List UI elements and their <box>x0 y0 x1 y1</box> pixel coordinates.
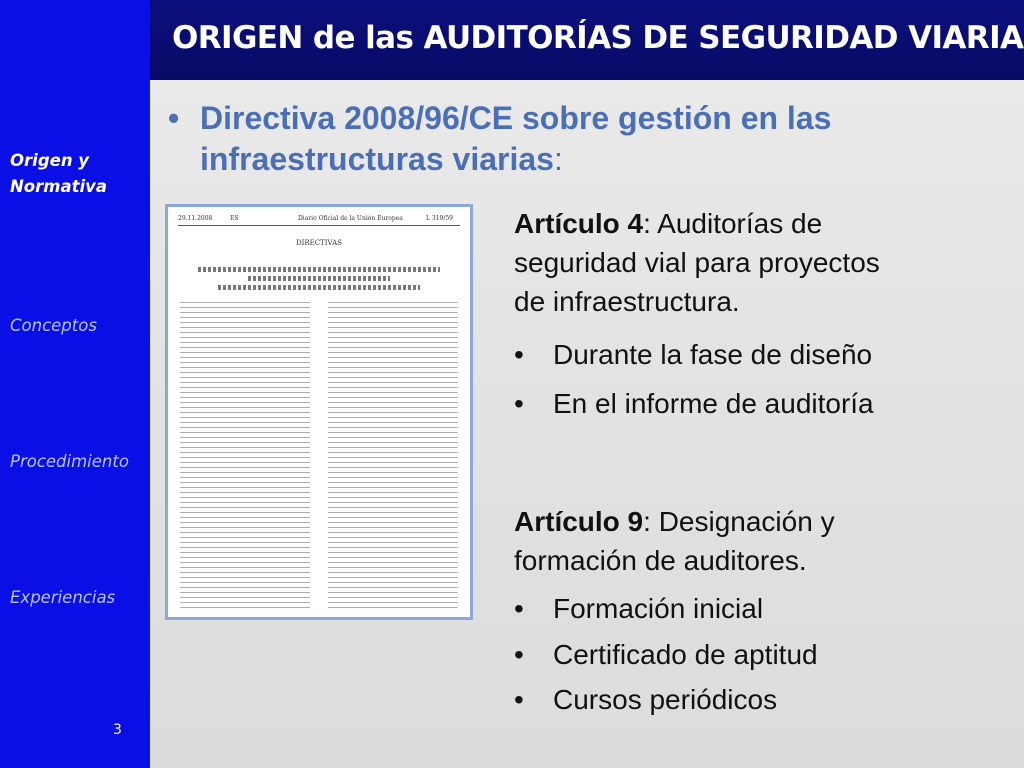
list-item-text: Formación inicial <box>553 593 764 624</box>
bullet-icon: • <box>514 684 524 715</box>
document-lang: ES <box>230 215 239 222</box>
document-column-right <box>328 302 458 612</box>
article-9-text <box>514 502 984 580</box>
article-4-line: de infraestructura. <box>514 286 740 317</box>
article-9-line: formación de auditores. <box>514 545 807 576</box>
article-4-text <box>514 204 984 321</box>
sidebar-item-label: Origen y <box>10 151 90 170</box>
bullet-icon: • <box>514 593 524 624</box>
bullet-icon: • <box>514 339 524 370</box>
list-item-text: En el informe de auditoría <box>553 388 874 419</box>
article-4-text-part: : Auditorías de <box>643 208 823 239</box>
sidebar-item-procedimiento[interactable]: Procedimiento <box>10 452 129 471</box>
document-column-left <box>180 302 310 612</box>
heading-colon: : <box>553 141 563 177</box>
slide-title: ORIGEN de las AUDITORÍAS DE SEGURIDAD VIARIA <box>172 20 1024 56</box>
list-item-text: Cursos periódicos <box>553 684 778 715</box>
document-title-block <box>188 265 450 294</box>
article-4-label: Artículo 4 <box>514 208 644 239</box>
bullet-icon: • <box>168 100 180 136</box>
sidebar-item-label: Normativa <box>10 177 108 196</box>
document-header <box>178 215 460 226</box>
article-4-line: seguridad vial para proyectos <box>514 247 880 278</box>
bullet-icon: • <box>514 388 524 419</box>
bullet-icon: • <box>514 639 524 670</box>
article-9-label: Artículo 9 <box>514 506 644 537</box>
heading-line: Directiva 2008/96/CE sobre gestión en las <box>200 100 832 136</box>
page-number: 3 <box>113 722 122 738</box>
sidebar <box>0 0 150 768</box>
sidebar-item-experiencias[interactable]: Experiencias <box>10 588 116 607</box>
list-item-text: Certificado de aptitud <box>553 639 818 670</box>
document-date: 29.11.2008 <box>178 215 213 222</box>
list-item-text: Durante la fase de diseño <box>553 339 873 370</box>
sidebar-item-origen-normativa[interactable] <box>10 148 107 200</box>
sidebar-item-conceptos[interactable]: Conceptos <box>10 316 97 335</box>
document-section: DIRECTIVAS <box>296 239 342 247</box>
document-journal: Diario Oficial de la Unión Europea <box>298 215 403 222</box>
document-page: L 319/59 <box>426 215 453 222</box>
article-9-text-part: : Designación y <box>643 506 835 537</box>
heading-line: infraestructuras viarias <box>200 141 554 177</box>
directive-document-image <box>165 204 473 620</box>
